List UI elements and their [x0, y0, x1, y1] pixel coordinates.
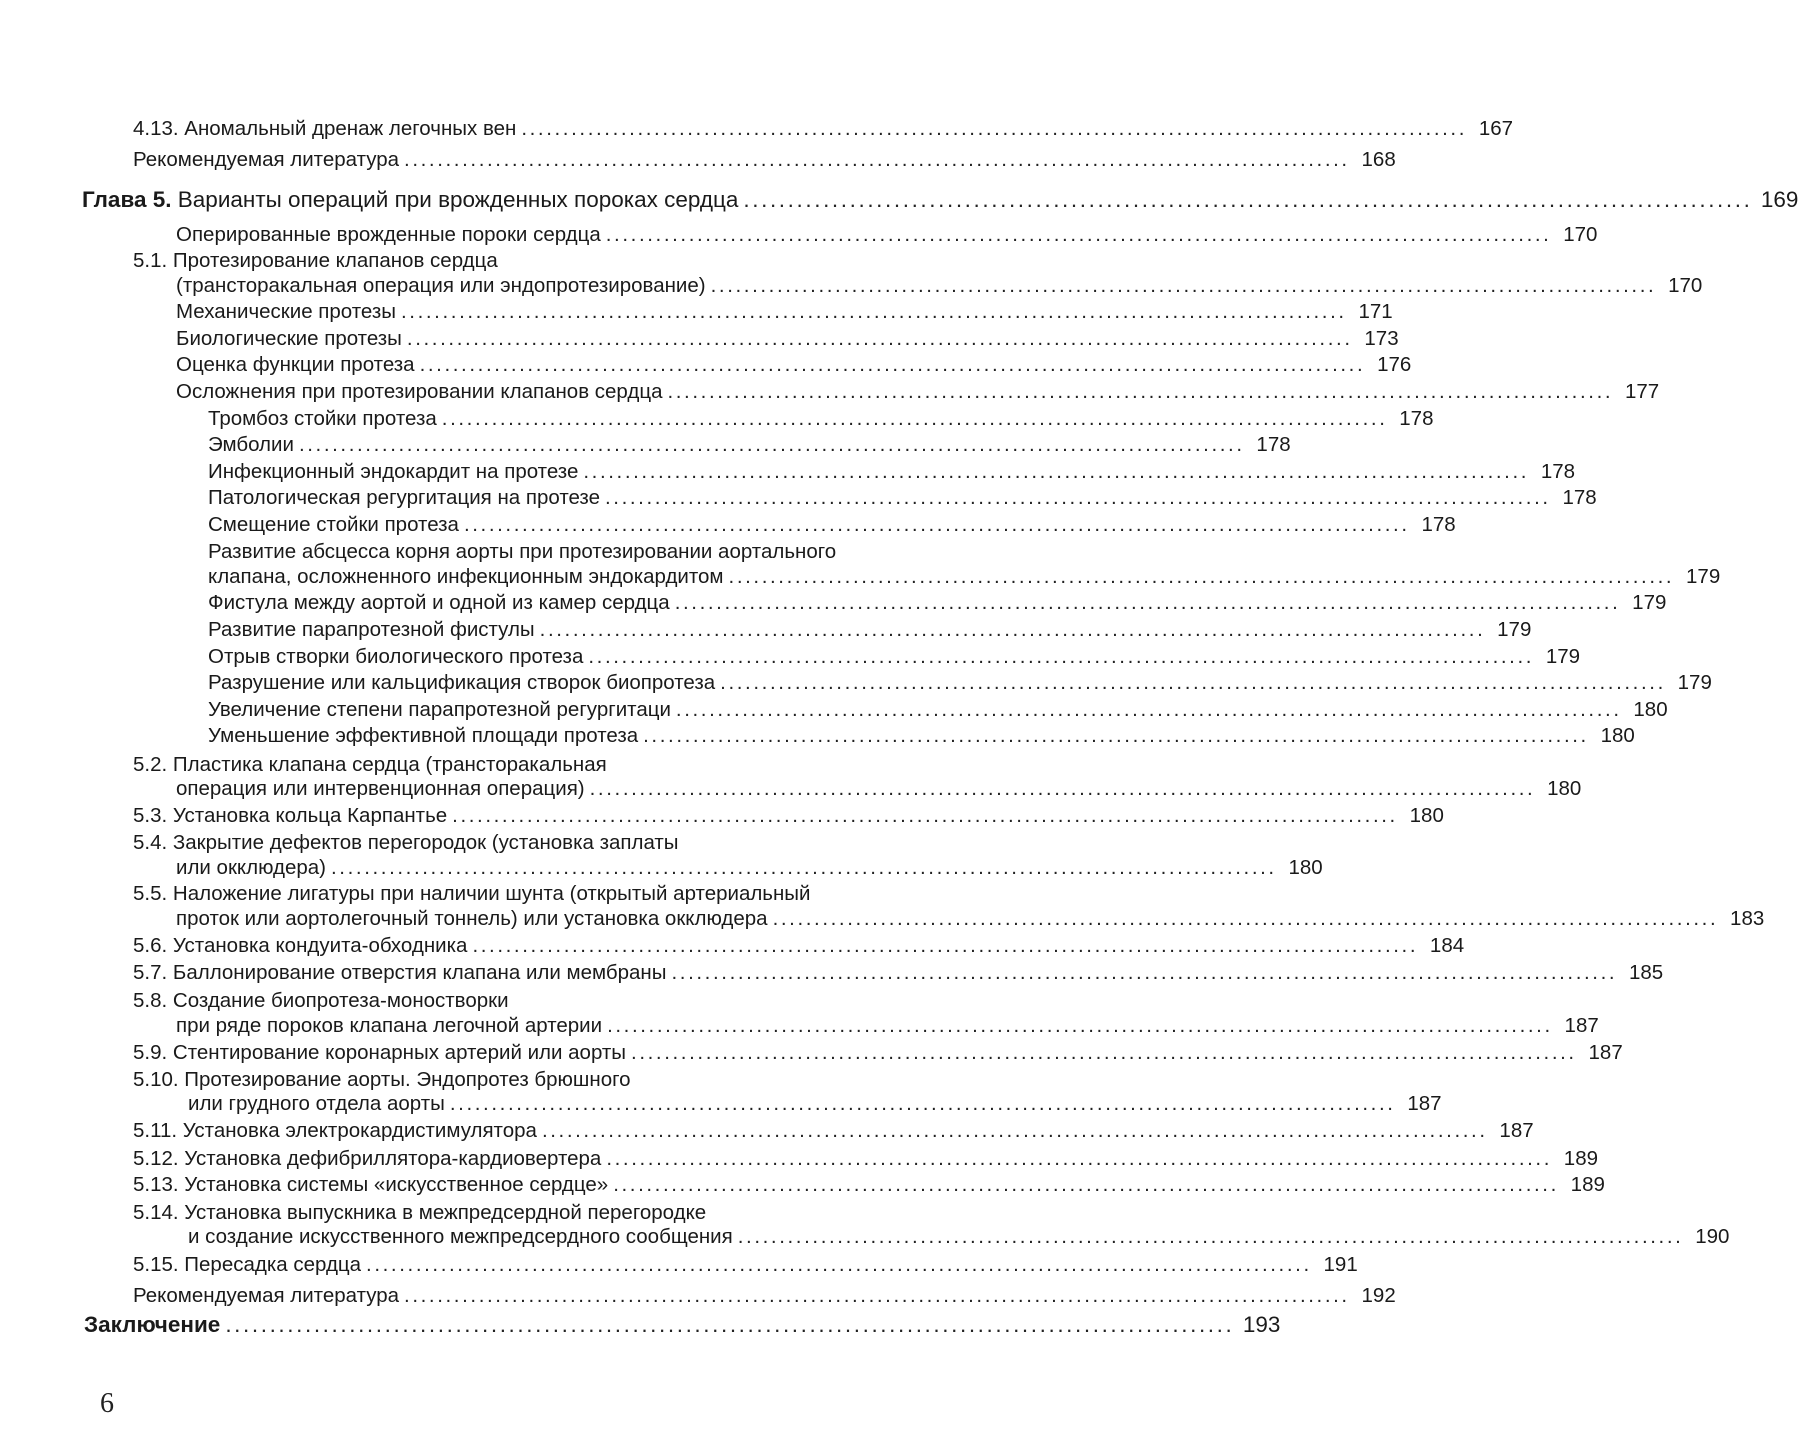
toc-chapter-entry[interactable] — [82, 187, 1798, 214]
toc-entry[interactable] — [176, 1013, 1599, 1040]
toc-page-number: 183 — [1730, 907, 1765, 930]
toc-entry-first-line[interactable]: 5.5. Наложение лигатуры при наличии шунта (открытый артериальный — [133, 882, 811, 905]
toc-entry[interactable] — [208, 644, 1581, 671]
toc-page-number: 178 — [1421, 513, 1456, 536]
toc-entry-title — [84, 1312, 220, 1339]
toc-entry-title: Оценка функции протеза — [176, 353, 415, 376]
toc-entry-title: Увеличение степени парапротезной регургитаци — [208, 698, 671, 721]
toc-entry-title: Оперированные врожденные пороки сердца — [176, 223, 601, 246]
toc-entry[interactable] — [133, 803, 1444, 830]
toc-entry[interactable] — [133, 1146, 1599, 1173]
toc-entry-title: 5.11. Установка электрокардистимулятора — [133, 1119, 537, 1142]
toc-page-number: 178 — [1256, 433, 1291, 456]
dot-leader: .................................................................................................................. — [606, 1147, 1553, 1170]
chapter-title: Варианты операций при врожденных пороках сердца — [177, 187, 739, 212]
toc-page-number: 180 — [1600, 724, 1635, 747]
dot-leader: .................................................................................................................. — [463, 513, 1410, 536]
toc-entry[interactable] — [208, 485, 1597, 512]
toc-entry[interactable] — [208, 432, 1291, 459]
toc-entry-first-line[interactable]: 5.8. Создание биопротеза-моностворки — [133, 989, 509, 1012]
conclusion-title: Заключение — [84, 1312, 221, 1337]
toc-entry-title: Уменьшение эффективной площади протеза — [208, 724, 639, 747]
dot-leader: .................................................................................................................. — [605, 223, 1552, 246]
toc-page-number: 187 — [1588, 1041, 1623, 1064]
toc-entry[interactable] — [208, 590, 1667, 617]
toc-entry-title: 5.6. Установка кондуита-обходника — [133, 934, 468, 957]
toc-entry[interactable] — [208, 617, 1532, 644]
toc-page-number: 170 — [1563, 223, 1598, 246]
dot-leader: .................................................................................................................. — [472, 934, 1419, 957]
toc-entry-first-line[interactable]: 5.10. Протезирование аорты. Эндопротез брюшного — [133, 1068, 631, 1091]
toc-entry-title: 5.9. Стентирование коронарных артерий или аорты — [133, 1041, 627, 1064]
toc-page-number: 179 — [1545, 645, 1581, 668]
toc-entry[interactable] — [176, 273, 1703, 300]
toc-entry-title: Фистула между аортой и одной из камер сердца — [208, 591, 670, 614]
toc-entry[interactable] — [188, 1224, 1730, 1251]
toc-page-number: 180 — [1633, 698, 1668, 721]
toc-entry[interactable] — [133, 1118, 1534, 1145]
toc-page-number: 180 — [1288, 856, 1323, 879]
toc-chapter-entry[interactable] — [84, 1312, 1281, 1339]
dot-leader: .................................................................................................................. — [539, 618, 1486, 641]
dot-leader: .................................................................................................................. — [404, 148, 1350, 171]
dot-leader: .................................................................................................................. — [743, 187, 1753, 212]
dot-leader: .................................................................................................................. — [710, 274, 1657, 297]
toc-page-number: 190 — [1695, 1225, 1730, 1248]
toc-page-number: 173 — [1364, 327, 1399, 350]
toc-page-number: 189 — [1563, 1147, 1599, 1170]
dot-leader: .................................................................................................................. — [631, 1041, 1577, 1064]
toc-page-number: 180 — [1409, 804, 1444, 827]
toc-entry[interactable] — [133, 147, 1396, 174]
toc-entry-title: 5.3. Установка кольца Карпантье — [133, 804, 448, 827]
toc-page-number: 179 — [1632, 591, 1667, 614]
page-number: 6 — [100, 1388, 114, 1419]
toc-entry-title: Смещение стойки протеза — [208, 513, 459, 536]
toc-entry-first-line[interactable]: 5.4. Закрытие дефектов перегородок (установка заплаты — [133, 831, 679, 854]
dot-leader: .................................................................................................................. — [583, 460, 1530, 483]
toc-page-number: 177 — [1624, 380, 1660, 403]
toc-entry-title: Патологическая регургитация на протезе — [208, 486, 600, 509]
dot-leader: .................................................................................................................. — [728, 565, 1675, 588]
toc-page-number: 178 — [1399, 407, 1434, 430]
toc-entry-title: клапана, осложненного инфекционным эндокардитом — [208, 565, 724, 588]
toc-entry-title: 5.12. Установка дефибриллятора-кардиовертера — [133, 1147, 602, 1170]
dot-leader: .................................................................................................................. — [225, 1312, 1235, 1337]
dot-leader: .................................................................................................................. — [671, 961, 1618, 984]
toc-page-number: 169 — [1760, 187, 1798, 212]
toc-entry-title: операция или интервенционная операция) — [176, 777, 585, 800]
toc-entry-title: или окклюдера) — [176, 856, 327, 879]
toc-entry-title: при ряде пороков клапана легочной артерии — [176, 1014, 603, 1037]
dot-leader: .................................................................................................................. — [331, 856, 1277, 879]
toc-entry[interactable] — [133, 1172, 1605, 1199]
dot-leader: .................................................................................................................. — [613, 1173, 1559, 1196]
toc-entry-title: 5.7. Баллонирование отверстия клапана или мембраны — [133, 961, 667, 984]
toc-entry-title: Рекомендуемая литература — [133, 1284, 400, 1307]
dot-leader: .................................................................................................................. — [772, 907, 1719, 930]
toc-entry-title: Осложнения при протезировании клапанов сердца — [176, 380, 663, 403]
toc-page-number: 179 — [1677, 671, 1712, 694]
toc-page-number: 187 — [1499, 1119, 1534, 1142]
toc-entry-title: Эмболии — [208, 433, 294, 456]
toc-page-number: 168 — [1361, 148, 1396, 171]
toc-page-number: 189 — [1570, 1173, 1605, 1196]
dot-leader: .................................................................................................................. — [607, 1014, 1553, 1037]
toc-entry[interactable] — [208, 406, 1434, 433]
toc-page-number: 191 — [1323, 1253, 1358, 1276]
dot-leader: .................................................................................................................. — [720, 671, 1666, 694]
toc-entry[interactable] — [208, 697, 1668, 724]
toc-page-number: 187 — [1564, 1014, 1599, 1037]
chapter-label: Глава 5. — [82, 187, 172, 212]
toc-page-number: 171 — [1358, 300, 1393, 323]
dot-leader: .................................................................................................................. — [667, 380, 1614, 403]
dot-leader: .................................................................................................................. — [589, 777, 1536, 800]
toc-entry[interactable] — [188, 1091, 1442, 1118]
toc-entry-title: проток или аортолегочный тоннель) или установка окклюдера — [176, 907, 768, 930]
toc-page-number: 180 — [1547, 777, 1582, 800]
toc-page-number: 179 — [1497, 618, 1532, 641]
toc-entry-title: Рекомендуемая литература — [133, 148, 400, 171]
toc-entry-title: Отрыв створки биологического протеза — [208, 645, 584, 668]
toc-entry[interactable] — [176, 776, 1582, 803]
toc-entry[interactable] — [208, 512, 1456, 539]
toc-entry-title: Тромбоз стойки протеза — [208, 407, 437, 430]
toc-entry-first-line[interactable]: 5.1. Протезирование клапанов сердца — [133, 249, 498, 272]
dot-leader: .................................................................................................................. — [521, 117, 1468, 140]
toc-page-number: 170 — [1668, 274, 1703, 297]
dot-leader: .................................................................................................................. — [449, 1092, 1396, 1115]
dot-leader: .................................................................................................................. — [401, 300, 1347, 323]
toc-entry[interactable] — [176, 855, 1323, 882]
toc-entry-first-line[interactable]: Развитие абсцесса корня аорты при протезировании аортального — [208, 540, 837, 563]
toc-entry[interactable] — [176, 326, 1399, 353]
toc-entry-title: (трансторакальная операция или эндопротезирование) — [176, 274, 706, 297]
toc-entry-title: Механические протезы — [176, 300, 396, 323]
toc-entry[interactable] — [208, 564, 1721, 591]
toc-entry[interactable] — [176, 222, 1598, 249]
toc-entry-title: Биологические протезы — [176, 327, 402, 350]
toc-entry[interactable] — [133, 933, 1465, 960]
toc-entry[interactable] — [133, 1252, 1358, 1279]
toc-entry[interactable] — [208, 459, 1576, 486]
toc-page-number: 176 — [1377, 353, 1412, 376]
toc-page-number: 179 — [1686, 565, 1721, 588]
dot-leader: .................................................................................................................. — [406, 327, 1353, 350]
toc-entry-title — [82, 187, 738, 214]
dot-leader: .................................................................................................................. — [675, 698, 1622, 721]
toc-entry[interactable] — [176, 299, 1393, 326]
toc-entry-first-line[interactable]: 5.2. Пластика клапана сердца (трансторакальная — [133, 753, 607, 776]
toc-entry[interactable] — [176, 352, 1412, 379]
dot-leader: .................................................................................................................. — [419, 353, 1366, 376]
toc-entry-title: Разрушение или кальцификация створок биопротеза — [208, 671, 716, 694]
dot-leader: .................................................................................................................. — [588, 645, 1535, 668]
toc-entry-title: 5.15. Пересадка сердца — [133, 1253, 362, 1276]
toc-page-number: 187 — [1407, 1092, 1442, 1115]
toc-entry[interactable] — [133, 116, 1514, 143]
toc-page-number: 193 — [1242, 1312, 1281, 1337]
toc-entry-title: и создание искусственного межпредсердного сообщения — [188, 1225, 733, 1248]
toc-entry-title: или грудного отдела аорты — [188, 1092, 445, 1115]
dot-leader: .................................................................................................................. — [404, 1284, 1350, 1307]
toc-entry[interactable] — [133, 1283, 1396, 1310]
toc-page-number: 185 — [1628, 961, 1664, 984]
toc-entry-title: 4.13. Аномальный дренаж легочных вен — [133, 117, 517, 140]
toc-entry[interactable] — [176, 906, 1765, 933]
toc-page-number: 192 — [1361, 1284, 1396, 1307]
dot-leader: .................................................................................................................. — [643, 724, 1589, 747]
toc-entry-title: Развитие парапротезной фистулы — [208, 618, 535, 641]
toc-entry-title: Инфекционный эндокардит на протезе — [208, 460, 579, 483]
dot-leader: .................................................................................................................. — [366, 1253, 1312, 1276]
toc-entry[interactable] — [208, 670, 1712, 697]
dot-leader: .................................................................................................................. — [541, 1119, 1488, 1142]
toc-entry[interactable] — [208, 723, 1635, 750]
toc-entry[interactable] — [133, 960, 1664, 987]
dot-leader: .................................................................................................................. — [737, 1225, 1684, 1248]
toc-page-number: 167 — [1478, 117, 1514, 140]
dot-leader: .................................................................................................................. — [298, 433, 1245, 456]
toc-entry-title: 5.13. Установка системы «искусственное сердце» — [133, 1173, 609, 1196]
toc-entry[interactable] — [176, 379, 1660, 406]
toc-page-number: 178 — [1540, 460, 1576, 483]
toc-page-number: 178 — [1562, 486, 1597, 509]
toc-entry[interactable] — [133, 1040, 1623, 1067]
dot-leader: .................................................................................................................. — [674, 591, 1621, 614]
toc-entry-first-line[interactable]: 5.14. Установка выпускника в межпредсердной перегородке — [133, 1201, 707, 1224]
dot-leader: .................................................................................................................. — [441, 407, 1388, 430]
dot-leader: .................................................................................................................. — [452, 804, 1398, 827]
dot-leader: .................................................................................................................. — [605, 486, 1551, 509]
toc-page-number: 184 — [1429, 934, 1465, 957]
